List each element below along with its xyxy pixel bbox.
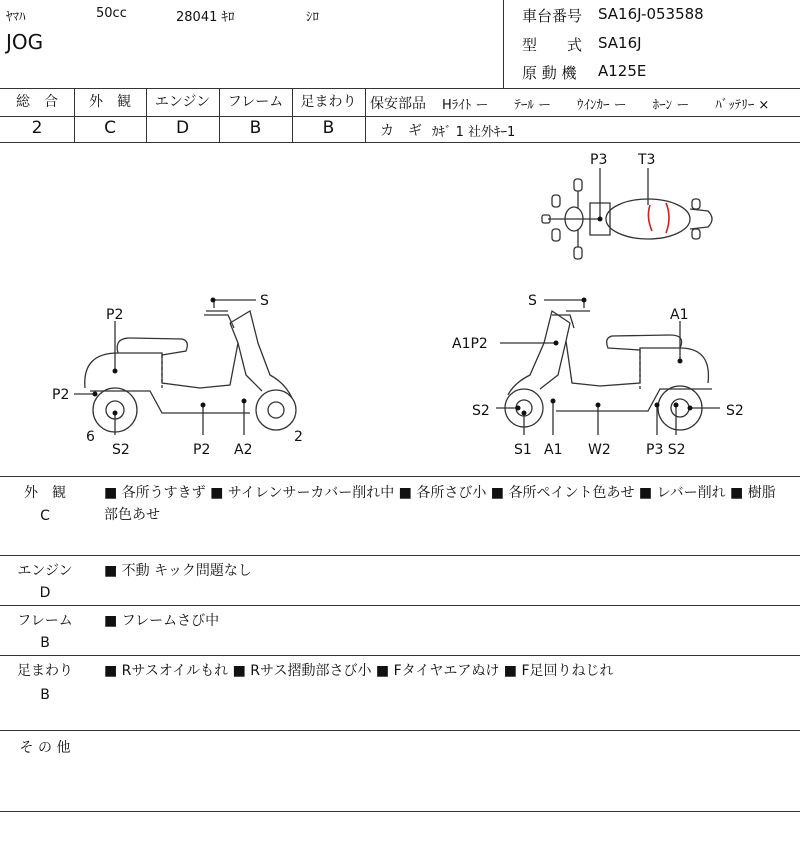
scratch-mark: [666, 203, 669, 233]
mileage: 28041 ｷﾛ: [176, 10, 235, 25]
damage-point: [596, 403, 601, 408]
label-left-p2-rear: P2: [52, 387, 70, 403]
overall-grade: 2: [31, 118, 43, 138]
label-right-s2-left: S2: [472, 403, 490, 419]
type-value: SA16J: [598, 34, 642, 52]
exterior-grade: C: [104, 118, 116, 138]
damage-point: [674, 403, 679, 408]
remark-engine-label: エンジン: [17, 563, 73, 579]
label-right-s1: S1: [514, 442, 532, 458]
divider: [0, 730, 800, 731]
damage-point: [242, 399, 247, 404]
divider: [0, 555, 800, 556]
header-divider: [503, 0, 504, 88]
remark-frame-grade: B: [40, 635, 50, 651]
damage-point: [655, 403, 660, 408]
safety-parts-items: Hﾗｲﾄ ー ﾃｰﾙ ー ｳｲﾝｶｰ ー ﾎｰﾝ ー ﾊﾞｯﾃﾘｰ ×: [442, 98, 770, 113]
divider: [0, 605, 800, 606]
remark-frame-text: ■ フレームさび中: [104, 613, 220, 629]
frame-grade: B: [249, 118, 262, 138]
label-left-6: 6: [86, 429, 95, 445]
grade-row-divider: [0, 116, 800, 117]
remark-exterior-grade: C: [40, 508, 50, 524]
remark-suspension-label: 足まわり: [17, 663, 73, 679]
damage-diagram: [0, 143, 800, 476]
engine-model-label: 原 動 機: [522, 64, 577, 82]
frame-number-label: 車台番号: [522, 7, 583, 25]
remark-suspension-text: ■ Rサスオイルもれ ■ Rサス摺動部さび小 ■ Fタイヤエアぬけ ■ F足回りねじれ: [104, 663, 614, 679]
label-left-s: S: [260, 293, 269, 309]
damage-point: [516, 406, 521, 411]
damage-point: [551, 399, 556, 404]
remark-engine-grade: D: [39, 585, 51, 601]
scratch-mark: [648, 205, 652, 231]
engine-model-value: A125E: [598, 62, 647, 80]
remark-frame-label: フレーム: [17, 613, 73, 629]
label-right-p3s2: P3 S2: [646, 442, 686, 458]
frame-label: フレーム: [227, 94, 284, 110]
damage-point: [522, 411, 527, 416]
damage-point: [93, 392, 98, 397]
label-right-a1p2: A1P2: [452, 336, 488, 352]
label-right-w2: W2: [588, 442, 611, 458]
divider: [0, 811, 800, 812]
scooter-top-view: [542, 168, 712, 259]
damage-point: [113, 369, 118, 374]
overall-label: 総 合: [16, 94, 58, 110]
divider: [0, 88, 800, 89]
damage-point: [113, 411, 118, 416]
label-right-s2-right: S2: [726, 403, 744, 419]
label-left-a2: A2: [234, 442, 253, 458]
label-left-s2: S2: [112, 442, 130, 458]
key-label: カ ギ: [380, 123, 422, 139]
damage-point: [201, 403, 206, 408]
damage-point: [211, 298, 216, 303]
damage-point: [554, 341, 559, 346]
damage-point: [678, 359, 683, 364]
key-value: ｶｷﾞ 1 社外ｷｰ1: [432, 125, 516, 140]
type-label: 型 式: [522, 36, 583, 54]
divider: [0, 476, 800, 477]
label-top-p3: P3: [590, 152, 608, 168]
suspension-grade: B: [322, 118, 335, 138]
divider: [0, 655, 800, 656]
engine-label: エンジン: [154, 94, 211, 110]
damage-point: [688, 406, 693, 411]
color: ｼﾛ: [306, 10, 319, 25]
label-left-p2-top: P2: [106, 307, 124, 323]
displacement: 50cc: [96, 6, 127, 21]
maker: ﾔﾏﾊ: [6, 10, 26, 25]
damage-point: [582, 298, 587, 303]
grid-line: [365, 88, 366, 142]
damage-point: [598, 217, 603, 222]
label-right-s: S: [528, 293, 537, 309]
remark-exterior-label: 外 観: [24, 485, 66, 501]
label-left-2: 2: [294, 429, 303, 445]
engine-grade: D: [175, 118, 190, 138]
remark-suspension-grade: B: [40, 687, 50, 703]
label-right-a1-bottom: A1: [544, 442, 563, 458]
model-name: JOG: [6, 30, 44, 54]
label-left-p2-bottom: P2: [193, 442, 211, 458]
label-top-t3: T3: [638, 152, 656, 168]
frame-number-value: SA16J-053588: [598, 5, 704, 23]
suspension-label: 足まわり: [300, 94, 357, 110]
safety-parts-label: 保安部品: [370, 96, 426, 112]
remark-other-label: そ の 他: [19, 740, 71, 756]
remark-exterior-text: ■ 各所うすきず ■ サイレンサーカバー削れ中 ■ 各所さび小 ■ 各所ペイント色あせ ■ レバー削れ ■ 樹脂部色あせ: [104, 485, 776, 523]
exterior-label: 外 観: [89, 94, 131, 110]
remark-engine-text: ■ 不動 キック問題なし: [104, 563, 252, 579]
label-right-a1-top: A1: [670, 307, 689, 323]
